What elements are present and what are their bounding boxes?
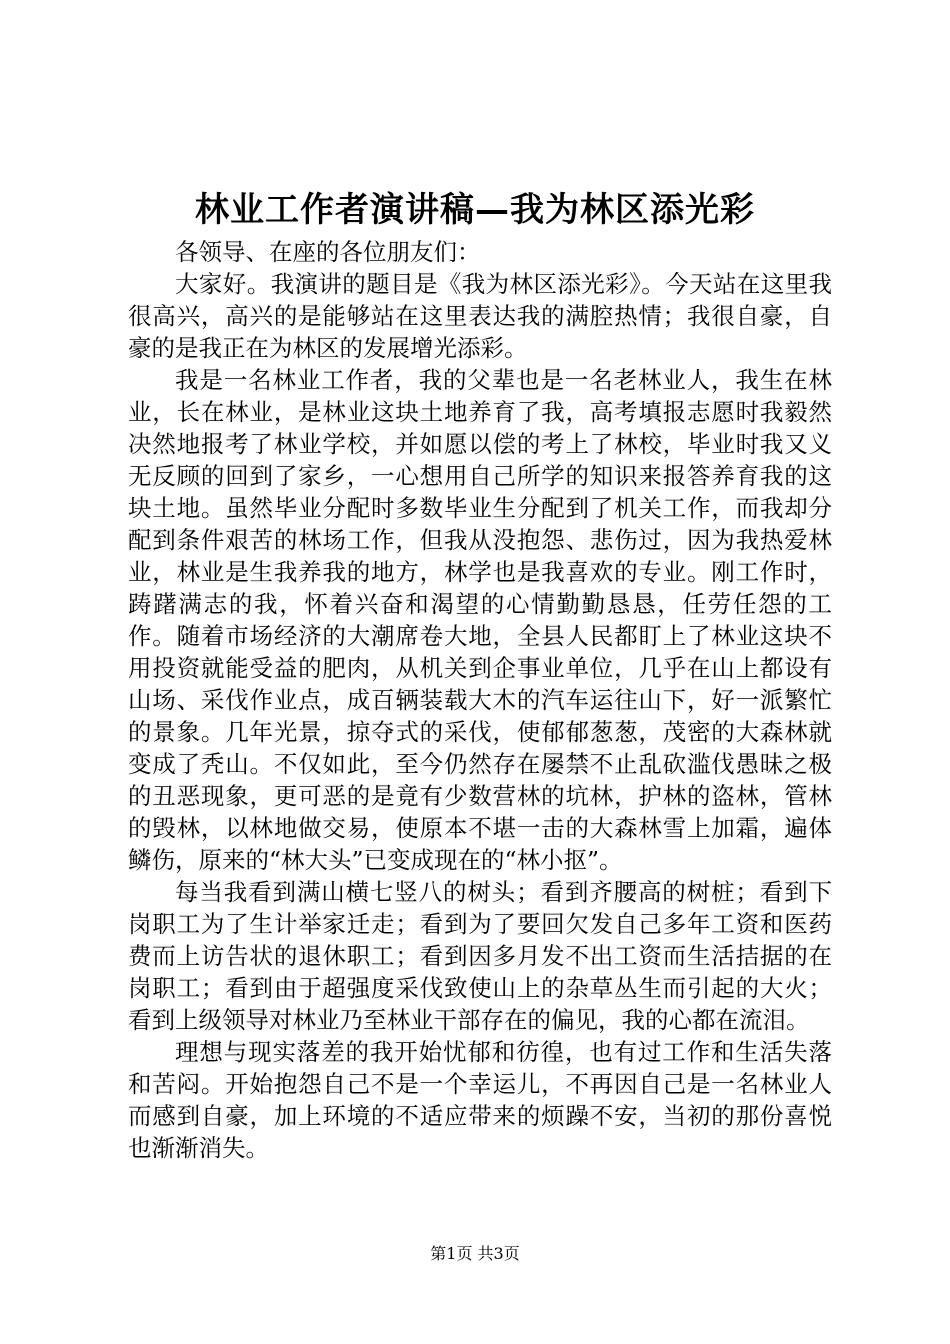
paragraph-observations: 每当我看到满山横七竖八的树头；看到齐腰高的树桩；看到下岗职工为了生计举家迁走；看到为了要回欠发自己多年工资和医药费而上访告状的退休职工；看到因多月发不出工资而生活拮据的在岗职工；看到由于超强度采伐致使山上的杂草丛生而引起的大火；看到上级领导对林业乃至林业干部存在的偏见，我的心都在流泪。 bbox=[128, 878, 832, 1034]
paragraph-reflection: 理想与现实落差的我开始忧郁和彷徨，也有过工作和生活失落和苦闷。开始抱怨自己不是一个幸运儿，不再因自己是一名林业人而感到自豪，加上环境的不适应带来的烦躁不安，当初的那份喜悦也渐渐消失。 bbox=[128, 1038, 832, 1162]
page-number-footer: 第1页 共3页 bbox=[430, 1244, 520, 1263]
document-title: 林业工作者演讲稿—我为林区添光彩 bbox=[195, 190, 755, 230]
paragraph-greeting: 各领导、在座的各位朋友们： bbox=[175, 238, 481, 266]
paragraph-intro: 大家好。我演讲的题目是《我为林区添光彩》。今天站在这里我很高兴，高兴的是能够站在这里表达我的满腔热情；我很自豪，自豪的是我正在为林区的发展增光添彩。 bbox=[128, 270, 832, 362]
paragraph-background: 我是一名林业工作者，我的父辈也是一名老林业人，我生在林业，长在林业，是林业这块土地养育了我，高考填报志愿时我毅然决然地报考了林业学校，并如愿以偿的考上了林校，毕业时我又义无反顾的回到了家乡，一心想用自己所学的知识来报答养育我的这块土地。虽然毕业分配时多数毕业生分配到了机关工作，而我却分配到条件艰苦的林场工作，但我从没抱怨、悲伤过，因为我热爱林业，林业是生我养我的地方，林学也是我喜欢的专业。刚工作时，踌躇满志的我，怀着兴奋和渴望的心情勤勤恳恳，任劳任怨的工作。随着市场经济的大潮席卷大地，全县人民都盯上了林业这块不用投资就能受益的肥肉，从机关到企事业单位，几乎在山上都设有山场、采伐作业点，成百辆装载大木的汽车运往山下，好一派繁忙的景象。几年光景，掠夺式的采伐，使郁郁葱葱，茂密的大森林就变成了秃山。不仅如此，至今仍然存在屡禁不止乱砍滥伐愚昧之极的丑恶现象，更可恶的是竟有少数营林的坑林，护林的盗林，管林的毁林，以林地做交易，使原本不堪一击的大森林雪上加霜，遍体鳞伤，原来的“林大头”已变成现在的“林小抠”。 bbox=[128, 366, 832, 874]
document-body bbox=[128, 236, 832, 1164]
